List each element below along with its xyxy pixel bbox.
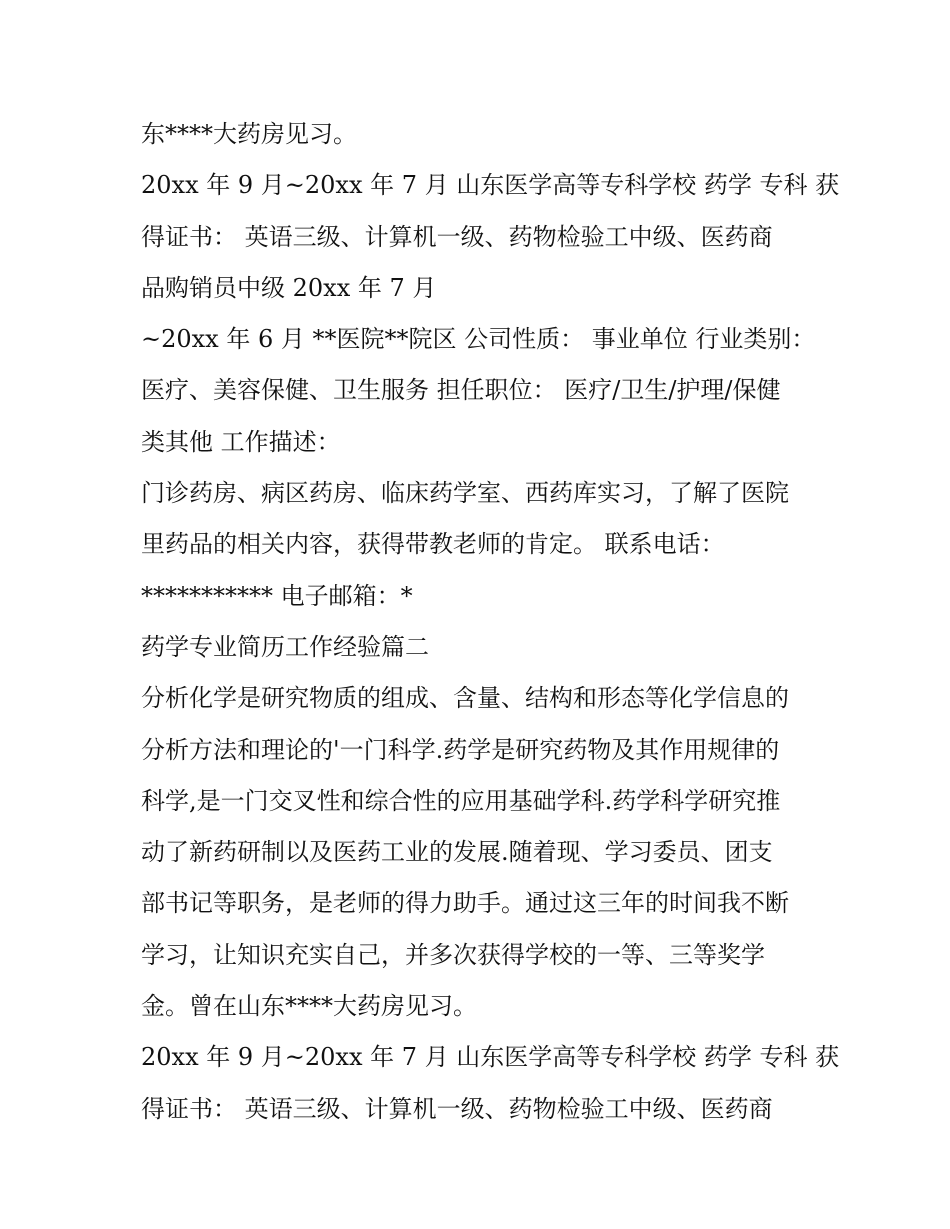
- text-line-17: 学习，让知识充实自己，并多次获得学校的一等、三等奖学: [141, 940, 765, 969]
- text-line-14: 科学,是一门交叉性和综合性的应用基础学科.药学科学研究推: [141, 786, 781, 815]
- text-line-19: 20xx 年 9 月~20xx 年 7 月 山东医学高等专科学校 药学 专科 获: [141, 1043, 840, 1072]
- text-line-9: 里药品的相关内容，获得带教老师的肯定。 联系电话：: [141, 530, 725, 559]
- text-line-4: 品购销员中级 20xx 年 7 月: [141, 273, 437, 302]
- text-line-12: 分析化学是研究物质的组成、含量、结构和形态等化学信息的: [141, 684, 789, 713]
- text-line-16: 部书记等职务，是老师的得力助手。通过这三年的时间我不断: [141, 889, 789, 918]
- text-line-10: *********** 电子邮箱：*: [141, 581, 413, 610]
- text-line-7: 类其他 工作描述：: [141, 427, 341, 456]
- text-line-15: 动了新药研制以及医药工业的发展.随着现、学习委员、团支: [141, 838, 773, 867]
- section-heading: 药学专业简历工作经验篇二: [141, 632, 429, 661]
- text-line-13: 分析方法和理论的'一门科学.药学是研究药物及其作用规律的: [141, 735, 780, 764]
- text-line-20: 得证书： 英语三级、计算机一级、药物检验工中级、医药商: [141, 1094, 773, 1123]
- text-line-8: 门诊药房、病区药房、临床药学室、西药库实习，了解了医院: [141, 479, 789, 508]
- text-line-1: 东****大药房见习。: [141, 120, 357, 148]
- text-line-3: 得证书： 英语三级、计算机一级、药物检验工中级、医药商: [141, 222, 773, 251]
- text-line-5: ~20xx 年 6 月 **医院**院区 公司性质： 事业单位 行业类别：: [141, 325, 816, 354]
- document-body: [141, 109, 840, 1135]
- text-line-18: 金。曾在山东****大药房见习。: [141, 992, 477, 1021]
- text-line-6: 医疗、美容保健、卫生服务 担任职位： 医疗/卫生/护理/保健: [141, 376, 781, 405]
- text-line-2: 20xx 年 9 月~20xx 年 7 月 山东医学高等专科学校 药学 专科 获: [141, 171, 840, 200]
